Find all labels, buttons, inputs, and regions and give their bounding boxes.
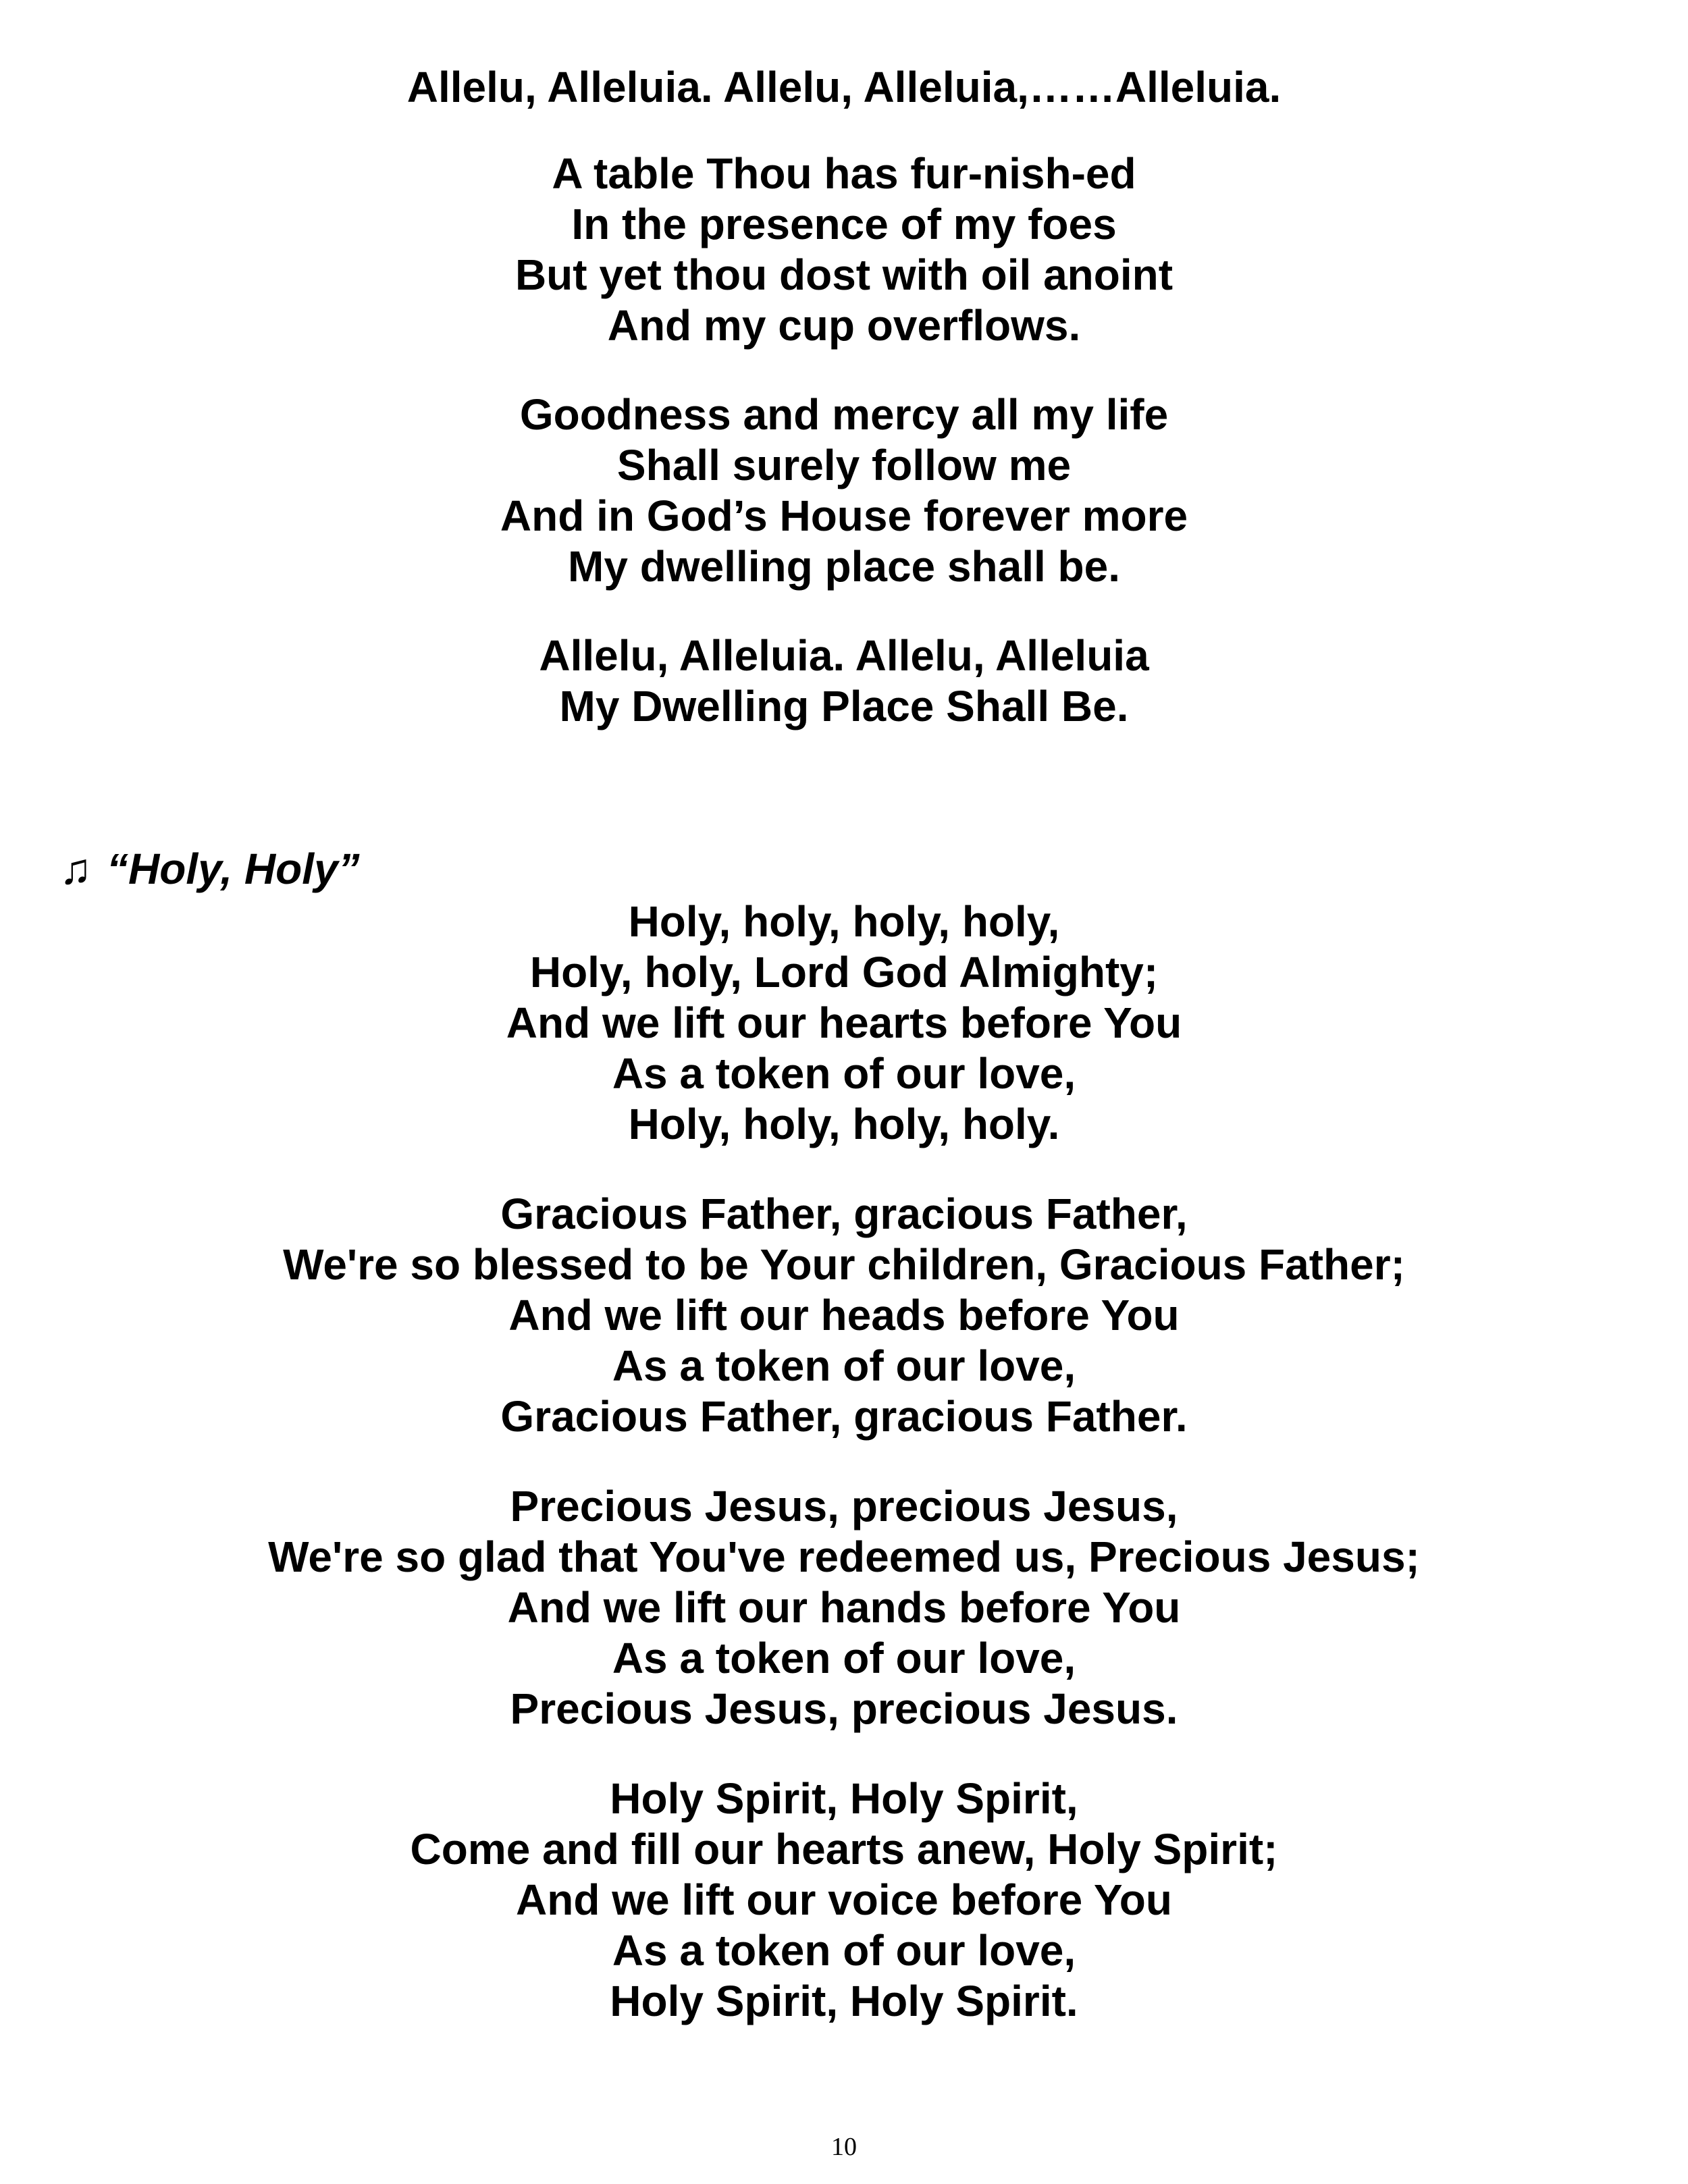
stanza-holy-holy [0,897,1688,1150]
lyric-line: Allelu, Alleluia. Allelu, Alleluia [539,631,1149,680]
lyric-line: In the presence of my foes [571,200,1117,248]
lyric-line: Precious Jesus, precious Jesus, [510,1482,1178,1530]
lyric-line: Holy, holy, holy, holy, [628,897,1060,946]
stanza-alleluia-closing [0,631,1688,732]
stanza-alleluia-refrain [0,62,1688,113]
song-title-text: “Holy, Holy” [107,845,360,893]
lyric-line: Shall surely follow me [616,441,1072,489]
lyric-line: Gracious Father, gracious Father, [500,1190,1188,1238]
page-number: 10 [831,2133,857,2161]
lyric-line: Holy, holy, holy, holy. [628,1100,1060,1148]
lyric-line: As a token of our love, [612,1634,1076,1682]
lyric-line: Allelu, Alleluia. Allelu, Alleluia,……Alleluia. [406,63,1282,111]
lyric-line: And my cup overflows. [607,301,1081,350]
lyric-line: My Dwelling Place Shall Be. [559,682,1129,730]
lyric-line: Goodness and mercy all my life [519,390,1169,439]
lyric-line: Come and fill our hearts anew, Holy Spirit; [410,1825,1278,1873]
lyric-line: As a token of our love, [612,1341,1076,1390]
stanza-holy-spirit [0,1774,1688,2027]
lyric-line: And we lift our hands before You [507,1583,1181,1632]
lyric-line: Precious Jesus, precious Jesus. [510,1684,1178,1733]
lyric-line: Holy Spirit, Holy Spirit, [610,1774,1078,1823]
lyric-line: As a token of our love, [612,1926,1076,1975]
lyric-line: My dwelling place shall be. [568,542,1120,591]
lyric-line: A table Thou has fur-nish-ed [552,149,1136,198]
lyric-line: And we lift our hearts before You [506,998,1182,1047]
lyric-line: And in God’s House forever more [500,491,1188,540]
lyric-line: As a token of our love, [612,1049,1076,1098]
stanza-gracious-father [0,1189,1688,1442]
lyric-line: Holy Spirit, Holy Spirit. [610,1977,1078,2025]
lyric-line: But yet thou dost with oil anoint [515,250,1173,299]
stanza-goodness [0,390,1688,592]
song-title [59,844,360,895]
stanza-precious-jesus [0,1481,1688,1734]
music-note-icon: ♫ [59,845,92,893]
lyric-line: Gracious Father, gracious Father. [500,1392,1188,1441]
lyric-line: And we lift our heads before You [508,1291,1180,1339]
lyric-line: Holy, holy, Lord God Almighty; [529,948,1159,996]
stanza-table [0,149,1688,351]
lyric-line: And we lift our voice before You [516,1875,1172,1924]
lyric-line: We're so glad that You've redeemed us, Precious Jesus; [268,1533,1420,1581]
lyric-line: We're so blessed to be Your children, Gracious Father; [283,1240,1405,1289]
